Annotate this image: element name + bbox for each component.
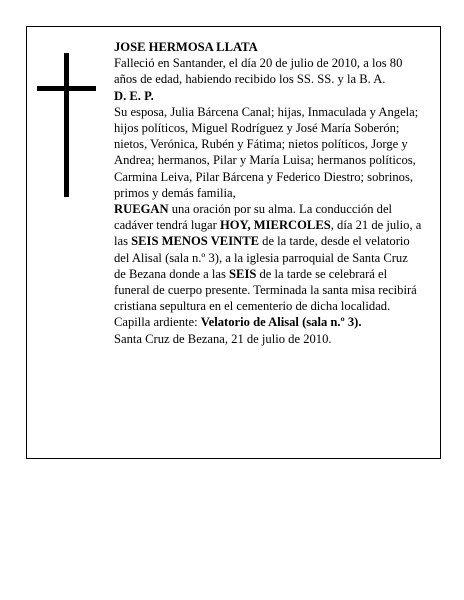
- closing-place-date: Santa Cruz de Bezana, 21 de julio de 2010.: [114, 331, 332, 346]
- deceased-name: JOSE HERMOSA LLATA: [114, 40, 258, 54]
- death-statement: Falleció en Santander, el día 20 de julio de 2010, a los 80 años de edad, habiendo recibido los SS. SS. y la B. A.: [114, 56, 403, 87]
- cross-icon: [64, 53, 69, 197]
- cross-icon-bar: [37, 86, 96, 91]
- obituary-text: [114, 39, 422, 347]
- family-list: Su esposa, Julia Bárcena Canal; hijas, Inmaculada y Angela; hijos políticos, Miguel Rodríguez y José María Soberón; nietos, Verónica, Rubén y Fátima; nietos políticos, Jorge y Andrea; hermanos, Pilar y María Luisa; hermanos políticos, Carmina Leiva, Pilar Bárcena y Federico Diestro; sobrinos, primos y demás familia,: [114, 104, 419, 200]
- funeral-details: RUEGAN una oración por su alma. La conducción del cadáver tendrá lugar HOY, MIERCOLES, día 21 de julio, a las SEIS MENOS VEINTE de la tarde, desde el velatorio del Alisal (sala n.º 3), a la iglesia parroquial de Santa Cruz de Bezana donde a las SEIS de la tarde se celebrará el funeral de cuerpo presente. Terminada la santa misa recibirá cristiana sepultura en el cementerio de dicha localidad. Capilla ardiente: Velatorio de Alisal (sala n.º 3).: [114, 202, 422, 330]
- dep-label: D. E. P.: [114, 88, 154, 103]
